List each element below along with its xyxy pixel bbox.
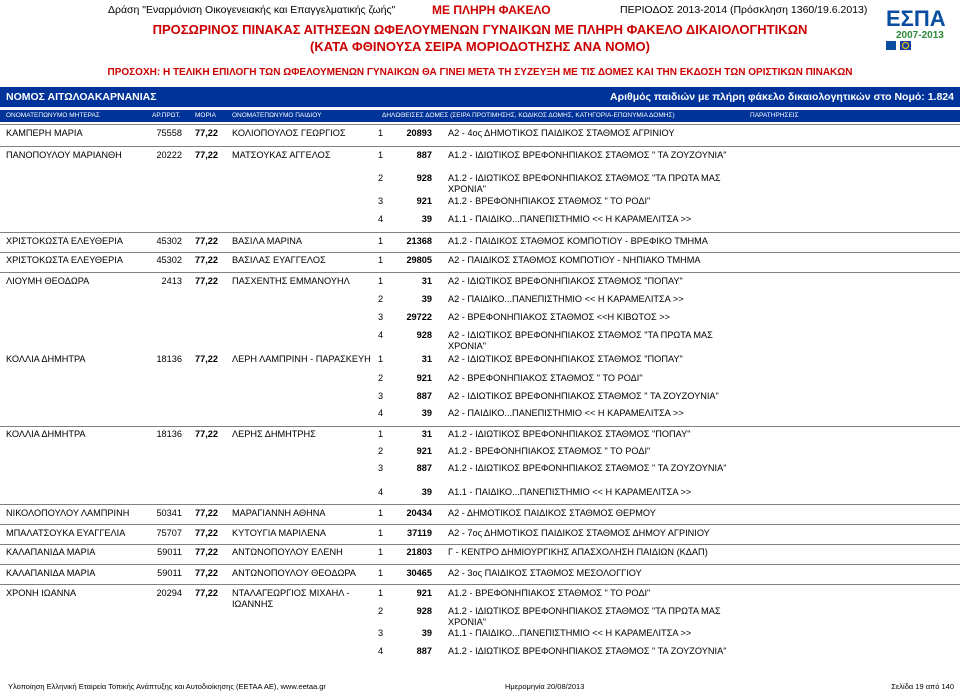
mother-name: ΚΑΛΑΠΑΝΙΔΑ ΜΑΡΙΑ bbox=[6, 547, 96, 557]
structure-code: 39 bbox=[421, 294, 432, 304]
structure-name: Α1.2 - ΙΔΙΩΤΙΚΟΣ ΒΡΕΦΟΝΗΠΙΑΚΟΣ ΣΤΑΘΜΟΣ " ΤΑ ΖΟΥΖΟΥΝΙΑ" bbox=[448, 150, 727, 160]
row-separator bbox=[0, 146, 960, 147]
file-type: ΜΕ ΠΛΗΡΗ ΦΑΚΕΛΟ bbox=[432, 3, 551, 17]
column-header-row bbox=[0, 110, 960, 122]
protocol-number: 20222 bbox=[156, 150, 182, 160]
structure-name: Α2 - ΙΔΙΩΤΙΚΟΣ ΒΡΕΦΟΝΗΠΙΑΚΟΣ ΣΤΑΘΜΟΣ "ΤΑ ΠΡΩΤΑ ΜΑΣ ΧΡΟΝΙΑ" bbox=[448, 330, 713, 351]
footer-implementation: Υλοποίηση Ελληνική Εταιρεία Τοπικής Ανάπτυξης και Αυτοδιοίκησης (ΕΕΤΑΑ ΑΕ), www.eetaa.gr bbox=[8, 682, 326, 691]
child-name: ΒΑΣΙΛΑΣ ΕΥΑΓΓΕΛΟΣ bbox=[232, 255, 326, 265]
row-separator bbox=[0, 252, 960, 253]
structure-name: Α1.2 - ΙΔΙΩΤΙΚΟΣ ΒΡΕΦΟΝΗΠΙΑΚΟΣ ΣΤΑΘΜΟΣ "ΤΑ ΠΡΩΤΑ ΜΑΣ ΧΡΟΝΙΑ" bbox=[448, 606, 721, 627]
row-separator bbox=[0, 232, 960, 233]
structure-name: Α2 - ΒΡΕΦΟΝΗΠΙΑΚΟΣ ΣΤΑΘΜΟΣ <<Η ΚΙΒΩΤΟΣ >> bbox=[448, 312, 670, 322]
structure-name: Α1.1 - ΠΑΙΔΙΚΟ...ΠΑΝΕΠΙΣΤΗΜΙΟ << Η ΚΑΡΑΜΕΛΙΤΣΑ >> bbox=[448, 487, 692, 497]
protocol-number: 18136 bbox=[156, 354, 182, 364]
row-separator bbox=[0, 272, 960, 273]
structure-name: Α2 - ΒΡΕΦΟΝΗΠΙΑΚΟΣ ΣΤΑΘΜΟΣ " ΤΟ ΡΟΔΙ" bbox=[448, 373, 643, 383]
points: 77,22 bbox=[195, 508, 218, 518]
structure-code: 20434 bbox=[406, 508, 432, 518]
structure-code: 921 bbox=[416, 446, 432, 456]
preference-order: 4 bbox=[378, 646, 384, 656]
structure-name: Α1.1 - ΠΑΙΔΙΚΟ...ΠΑΝΕΠΙΣΤΗΜΙΟ << Η ΚΑΡΑΜΕΛΙΤΣΑ >> bbox=[448, 214, 692, 224]
preference-order: 1 bbox=[378, 236, 384, 246]
mother-name: ΚΑΛΑΠΑΝΙΔΑ ΜΑΡΙΑ bbox=[6, 568, 96, 578]
preference-order: 3 bbox=[378, 463, 384, 473]
child-name: ΝΤΑΛΑΓΕΩΡΓΙΟΣ ΜΙΧΑΗΛ - ΙΩΑΝΝΗΣ bbox=[232, 588, 350, 609]
structure-name: Α1.2 - ΙΔΙΩΤΙΚΟΣ ΒΡΕΦΟΝΗΠΙΑΚΟΣ ΣΤΑΘΜΟΣ " ΤΑ ΖΟΥΖΟΥΝΙΑ" bbox=[448, 463, 727, 473]
structure-code: 31 bbox=[421, 354, 432, 364]
period: ΠΕΡΙΟΔΟΣ 2013-2014 (Πρόσκληση 1360/19.6.2013) bbox=[620, 4, 868, 16]
points: 77,22 bbox=[195, 568, 218, 578]
points: 77,22 bbox=[195, 236, 218, 246]
structure-name: Α2 - ΙΔΙΩΤΙΚΟΣ ΒΡΕΦΟΝΗΠΙΑΚΟΣ ΣΤΑΘΜΟΣ "ΠΟΠΑΥ" bbox=[448, 354, 683, 364]
child-name: ΠΑΣΧΕΝΤΗΣ ΕΜΜΑΝΟΥΗΛ bbox=[232, 276, 350, 286]
child-name: ΜΑΡΑΓΙΑΝΝΗ ΑΘΗΝΑ bbox=[232, 508, 326, 518]
mother-name: ΚΑΜΠΕΡΗ ΜΑΡΙΑ bbox=[6, 128, 83, 138]
structure-name: Α1.1 - ΠΑΙΔΙΚΟ...ΠΑΝΕΠΙΣΤΗΜΙΟ << Η ΚΑΡΑΜΕΛΙΤΣΑ >> bbox=[448, 628, 692, 638]
mother-name: ΛΙΟΥΜΗ ΘΕΟΔΩΡΑ bbox=[6, 276, 90, 286]
points: 77,22 bbox=[195, 276, 218, 286]
protocol-number: 75558 bbox=[156, 128, 182, 138]
structure-code: 887 bbox=[416, 391, 432, 401]
points: 77,22 bbox=[195, 128, 218, 138]
preference-order: 2 bbox=[378, 373, 384, 383]
structure-code: 31 bbox=[421, 276, 432, 286]
row-separator bbox=[0, 524, 960, 525]
structure-code: 928 bbox=[416, 606, 432, 616]
preference-order: 1 bbox=[378, 276, 384, 286]
row-separator bbox=[0, 426, 960, 427]
protocol-number: 20294 bbox=[156, 588, 182, 598]
program-name: Δράση "Εναρμόνιση Οικογενειακής και Επαγγελματικής ζωής" bbox=[108, 4, 396, 16]
points: 77,22 bbox=[195, 255, 218, 265]
structure-code: 21803 bbox=[406, 547, 432, 557]
preference-order: 4 bbox=[378, 487, 384, 497]
structure-name: Α1.2 - ΒΡΕΦΟΝΗΠΙΑΚΟΣ ΣΤΑΘΜΟΣ " ΤΟ ΡΟΔΙ" bbox=[448, 588, 651, 598]
protocol-number: 59011 bbox=[157, 568, 182, 578]
structure-name: Α1.2 - ΒΡΕΦΟΝΗΠΙΑΚΟΣ ΣΤΑΘΜΟΣ " ΤΟ ΡΟΔΙ" bbox=[448, 446, 651, 456]
structure-code: 928 bbox=[416, 330, 432, 340]
child-name: ΒΑΣΙΛΑ ΜΑΡΙΝΑ bbox=[232, 236, 303, 246]
preference-order: 3 bbox=[378, 312, 384, 322]
structure-code: 39 bbox=[421, 214, 432, 224]
child-name: ΑΝΤΩΝΟΠΟΥΛΟΥ ΘΕΟΔΩΡΑ bbox=[232, 568, 356, 578]
row-separator bbox=[0, 504, 960, 505]
child-name: ΚΟΛΙΟΠΟΥΛΟΣ ΓΕΩΡΓΙΟΣ bbox=[232, 128, 346, 138]
structure-name: Α2 - ΙΔΙΩΤΙΚΟΣ ΒΡΕΦΟΝΗΠΙΑΚΟΣ ΣΤΑΘΜΟΣ "ΠΟΠΑΥ" bbox=[448, 276, 683, 286]
structure-code: 21368 bbox=[406, 236, 432, 246]
structure-code: 887 bbox=[416, 646, 432, 656]
child-name: ΑΝΤΩΝΟΠΟΥΛΟΥ ΕΛΕΝΗ bbox=[232, 547, 343, 557]
mother-name: ΧΡΙΣΤΟΚΩΣΤΑ ΕΛΕΥΘΕΡΙΑ bbox=[6, 236, 123, 246]
mother-name: ΠΑΝΟΠΟΥΛΟΥ ΜΑΡΙΑΝΘΗ bbox=[6, 150, 122, 160]
page-subtitle: (ΚΑΤΑ ΦΘΙΝΟΥΣΑ ΣΕΙΡΑ ΜΟΡΙΟΔΟΤΗΣΗΣ ΑΝΑ ΝΟΜΟ) bbox=[310, 39, 650, 54]
points: 77,22 bbox=[195, 354, 218, 364]
structure-name: Α2 - ΠΑΙΔΙΚΟ...ΠΑΝΕΠΙΣΤΗΜΙΟ << Η ΚΑΡΑΜΕΛΙΤΣΑ >> bbox=[448, 294, 684, 304]
structure-name: Α2 - ΠΑΙΔΙΚΟΣ ΣΤΑΘΜΟΣ ΚΟΜΠΟΤΙΟΥ - ΝΗΠΙΑΚΟ ΤΜΗΜΑ bbox=[448, 255, 701, 265]
mother-name: ΧΡΟΝΗ ΙΩΑΝΝΑ bbox=[6, 588, 77, 598]
row-separator bbox=[0, 564, 960, 565]
structure-code: 39 bbox=[421, 408, 432, 418]
footer-page: Σελίδα 19 από 140 bbox=[891, 682, 954, 691]
row-separator bbox=[0, 124, 960, 125]
structure-code: 20893 bbox=[406, 128, 432, 138]
preference-order: 3 bbox=[378, 196, 384, 206]
col-mother: ΟΝΟΜΑΤΕΠΩΝΥΜΟ ΜΗΤΕΡΑΣ bbox=[6, 112, 100, 119]
espa-logo-years: 2007-2013 bbox=[896, 30, 944, 41]
child-name: ΛΕΡΗ ΛΑΜΠΡΙΝΗ - ΠΑΡΑΣΚΕΥΗ bbox=[232, 354, 371, 364]
col-notes: ΠΑΡΑΤΗΡΗΣΕΙΣ bbox=[750, 112, 799, 119]
structure-code: 887 bbox=[416, 463, 432, 473]
structure-name: Α2 - ΔΗΜΟΤΙΚΟΣ ΠΑΙΔΙΚΟΣ ΣΤΑΘΜΟΣ ΘΕΡΜΟΥ bbox=[448, 508, 656, 518]
structure-name: Α1.2 - ΙΔΙΩΤΙΚΟΣ ΒΡΕΦΟΝΗΠΙΑΚΟΣ ΣΤΑΘΜΟΣ " ΤΑ ΖΟΥΖΟΥΝΙΑ" bbox=[448, 646, 727, 656]
protocol-number: 45302 bbox=[156, 236, 182, 246]
page-title: ΠΡΟΣΩΡΙΝΟΣ ΠΙΝΑΚΑΣ ΑΙΤΗΣΕΩΝ ΩΦΕΛΟΥΜΕΝΩΝ ΓΥΝΑΙΚΩΝ ΜΕ ΠΛΗΡΗ ΦΑΚΕΛΟ ΔΙΚΑΙΟΛΟΓΗΤΙΚΩΝ bbox=[152, 22, 808, 37]
structure-code: 921 bbox=[416, 373, 432, 383]
preference-order: 1 bbox=[378, 255, 384, 265]
col-child: ΟΝΟΜΑΤΕΠΩΝΥΜΟ ΠΑΙΔΙΟΥ bbox=[232, 112, 322, 119]
notice: ΠΡΟΣΟΧΗ: Η ΤΕΛΙΚΗ ΕΠΙΛΟΓΗ ΤΩΝ ΩΦΕΛΟΥΜΕΝΩΝ ΓΥΝΑΙΚΩΝ ΘΑ ΓΙΝΕΙ ΜΕΤΑ ΤΗ ΣΥΖΕΥΞΗ ΜΕ ΤΙΣ ΔΟΜΕΣ ΚΑΙ ΤΗΝ ΕΚΔΟΣΗ ΤΩΝ ΟΡΙΣΤΙΚΩΝ ΠΙΝΑΚΩΝ bbox=[107, 67, 853, 78]
preference-order: 4 bbox=[378, 408, 384, 418]
preference-order: 3 bbox=[378, 391, 384, 401]
preference-order: 1 bbox=[378, 588, 384, 598]
structure-code: 39 bbox=[421, 628, 432, 638]
structure-code: 39 bbox=[421, 487, 432, 497]
child-name: ΛΕΡΗΣ ΔΗΜΗΤΡΗΣ bbox=[232, 429, 316, 439]
preference-order: 1 bbox=[378, 528, 384, 538]
structure-name: Α1.2 - ΙΔΙΩΤΙΚΟΣ ΒΡΕΦΟΝΗΠΙΑΚΟΣ ΣΤΑΘΜΟΣ "ΠΟΠΑΥ" bbox=[448, 429, 691, 439]
protocol-number: 18136 bbox=[156, 429, 182, 439]
mother-name: ΜΠΑΛΑΤΣΟΥΚΑ ΕΥΑΓΓΕΛΙΑ bbox=[6, 528, 126, 538]
mother-name: ΝΙΚΟΛΟΠΟΥΛΟΥ ΛΑΜΠΡΙΝΗ bbox=[6, 508, 130, 518]
preference-order: 4 bbox=[378, 214, 384, 224]
protocol-number: 75707 bbox=[156, 528, 182, 538]
structure-name: Γ - ΚΕΝΤΡΟ ΔΗΜΙΟΥΡΓΙΚΗΣ ΑΠΑΣΧΟΛΗΣΗ ΠΑΙΔΙΩΝ (ΚΔΑΠ) bbox=[448, 547, 708, 557]
structure-code: 921 bbox=[416, 196, 432, 206]
structure-code: 928 bbox=[416, 173, 432, 183]
preference-order: 1 bbox=[378, 128, 384, 138]
prefecture-bar bbox=[0, 87, 960, 107]
footer-date: Ημερομηνία 20/08/2013 bbox=[505, 682, 585, 691]
structure-name: Α2 - 7ος ΔΗΜΟΤΙΚΟΣ ΠΑΙΔΙΚΟΣ ΣΤΑΘΜΟΣ ΔΗΜΟΥ ΑΓΡΙΝΙΟΥ bbox=[448, 528, 710, 538]
points: 77,22 bbox=[195, 429, 218, 439]
structure-name: Α1.2 - ΒΡΕΦΟΝΗΠΙΑΚΟΣ ΣΤΑΘΜΟΣ " ΤΟ ΡΟΔΙ" bbox=[448, 196, 651, 206]
structure-code: 29805 bbox=[406, 255, 432, 265]
structure-name: Α2 - ΙΔΙΩΤΙΚΟΣ ΒΡΕΦΟΝΗΠΙΑΚΟΣ ΣΤΑΘΜΟΣ " ΤΑ ΖΟΥΖΟΥΝΙΑ" bbox=[448, 391, 719, 401]
structure-code: 37119 bbox=[406, 528, 432, 538]
preference-order: 2 bbox=[378, 606, 384, 616]
child-name: ΚΥΤΟΥΓΙΑ ΜΑΡΙΛΕΝΑ bbox=[232, 528, 326, 538]
preference-order: 2 bbox=[378, 294, 384, 304]
structure-name: Α1.2 - ΙΔΙΩΤΙΚΟΣ ΒΡΕΦΟΝΗΠΙΑΚΟΣ ΣΤΑΘΜΟΣ "ΤΑ ΠΡΩΤΑ ΜΑΣ ΧΡΟΝΙΑ" bbox=[448, 173, 721, 194]
preference-order: 4 bbox=[378, 330, 384, 340]
row-separator bbox=[0, 584, 960, 585]
preference-order: 1 bbox=[378, 568, 384, 578]
structure-name: Α2 - 3ος ΠΑΙΔΙΚΟΣ ΣΤΑΘΜΟΣ ΜΕΣΟΛΟΓΓΙΟΥ bbox=[448, 568, 642, 578]
prefecture-name: ΝΟΜΟΣ ΑΙΤΩΛΟΑΚΑΡΝΑΝΙΑΣ bbox=[6, 91, 157, 103]
col-moria: ΜΟΡΙΑ bbox=[195, 112, 216, 119]
mother-name: ΚΟΛΛΙΑ ΔΗΜΗΤΡΑ bbox=[6, 429, 86, 439]
preference-order: 1 bbox=[378, 429, 384, 439]
points: 77,22 bbox=[195, 547, 218, 557]
row-separator bbox=[0, 544, 960, 545]
protocol-number: 59011 bbox=[157, 547, 182, 557]
preference-order: 2 bbox=[378, 446, 384, 456]
mother-name: ΧΡΙΣΤΟΚΩΣΤΑ ΕΛΕΥΘΕΡΙΑ bbox=[6, 255, 123, 265]
col-structures: ΔΗΛΩΘΕΙΣΕΣ ΔΟΜΕΣ (ΣΕΙΡΑ ΠΡΟΤΙΜΗΣΗΣ, ΚΩΔΙΚΟΣ ΔΟΜΗΣ, ΚΑΤΗΓΟΡΙΑ-ΕΠΩΝΥΜΙΑ ΔΟΜΗΣ) bbox=[382, 112, 675, 119]
preference-order: 3 bbox=[378, 628, 384, 638]
protocol-number: 2413 bbox=[161, 276, 182, 286]
points: 77,22 bbox=[195, 588, 218, 598]
preference-order: 1 bbox=[378, 508, 384, 518]
preference-order: 1 bbox=[378, 150, 384, 160]
structure-code: 921 bbox=[416, 588, 432, 598]
preference-order: 1 bbox=[378, 354, 384, 364]
points: 77,22 bbox=[195, 528, 218, 538]
preference-order: 2 bbox=[378, 173, 384, 183]
structure-name: Α2 - ΠΑΙΔΙΚΟ...ΠΑΝΕΠΙΣΤΗΜΙΟ << Η ΚΑΡΑΜΕΛΙΤΣΑ >> bbox=[448, 408, 684, 418]
protocol-number: 50341 bbox=[156, 508, 182, 518]
structure-name: Α2 - 4ος ΔΗΜΟΤΙΚΟΣ ΠΑΙΔΙΚΟΣ ΣΤΑΘΜΟΣ ΑΓΡΙΝΙΟΥ bbox=[448, 128, 675, 138]
protocol-number: 45302 bbox=[156, 255, 182, 265]
children-count: Αριθμός παιδιών με πλήρη φάκελο δικαιολογητικών στο Νομό: 1.824 bbox=[610, 91, 954, 103]
child-name: ΜΑΤΣΟΥΚΑΣ ΑΓΓΕΛΟΣ bbox=[232, 150, 331, 160]
structure-code: 31 bbox=[421, 429, 432, 439]
structure-name: Α1.2 - ΠΑΙΔΙΚΟΣ ΣΤΑΘΜΟΣ ΚΟΜΠΟΤΙΟΥ - ΒΡΕΦΙΚΟ ΤΜΗΜΑ bbox=[448, 236, 708, 246]
structure-code: 29722 bbox=[406, 312, 432, 322]
structure-code: 887 bbox=[416, 150, 432, 160]
mother-name: ΚΟΛΛΙΑ ΔΗΜΗΤΡΑ bbox=[6, 354, 86, 364]
col-ap: ΑΡ.ΠΡΩΤ. bbox=[152, 112, 181, 119]
structure-code: 30465 bbox=[406, 568, 432, 578]
espa-logo-text: ΕΣΠΑ bbox=[886, 6, 946, 31]
points: 77,22 bbox=[195, 150, 218, 160]
preference-order: 1 bbox=[378, 547, 384, 557]
